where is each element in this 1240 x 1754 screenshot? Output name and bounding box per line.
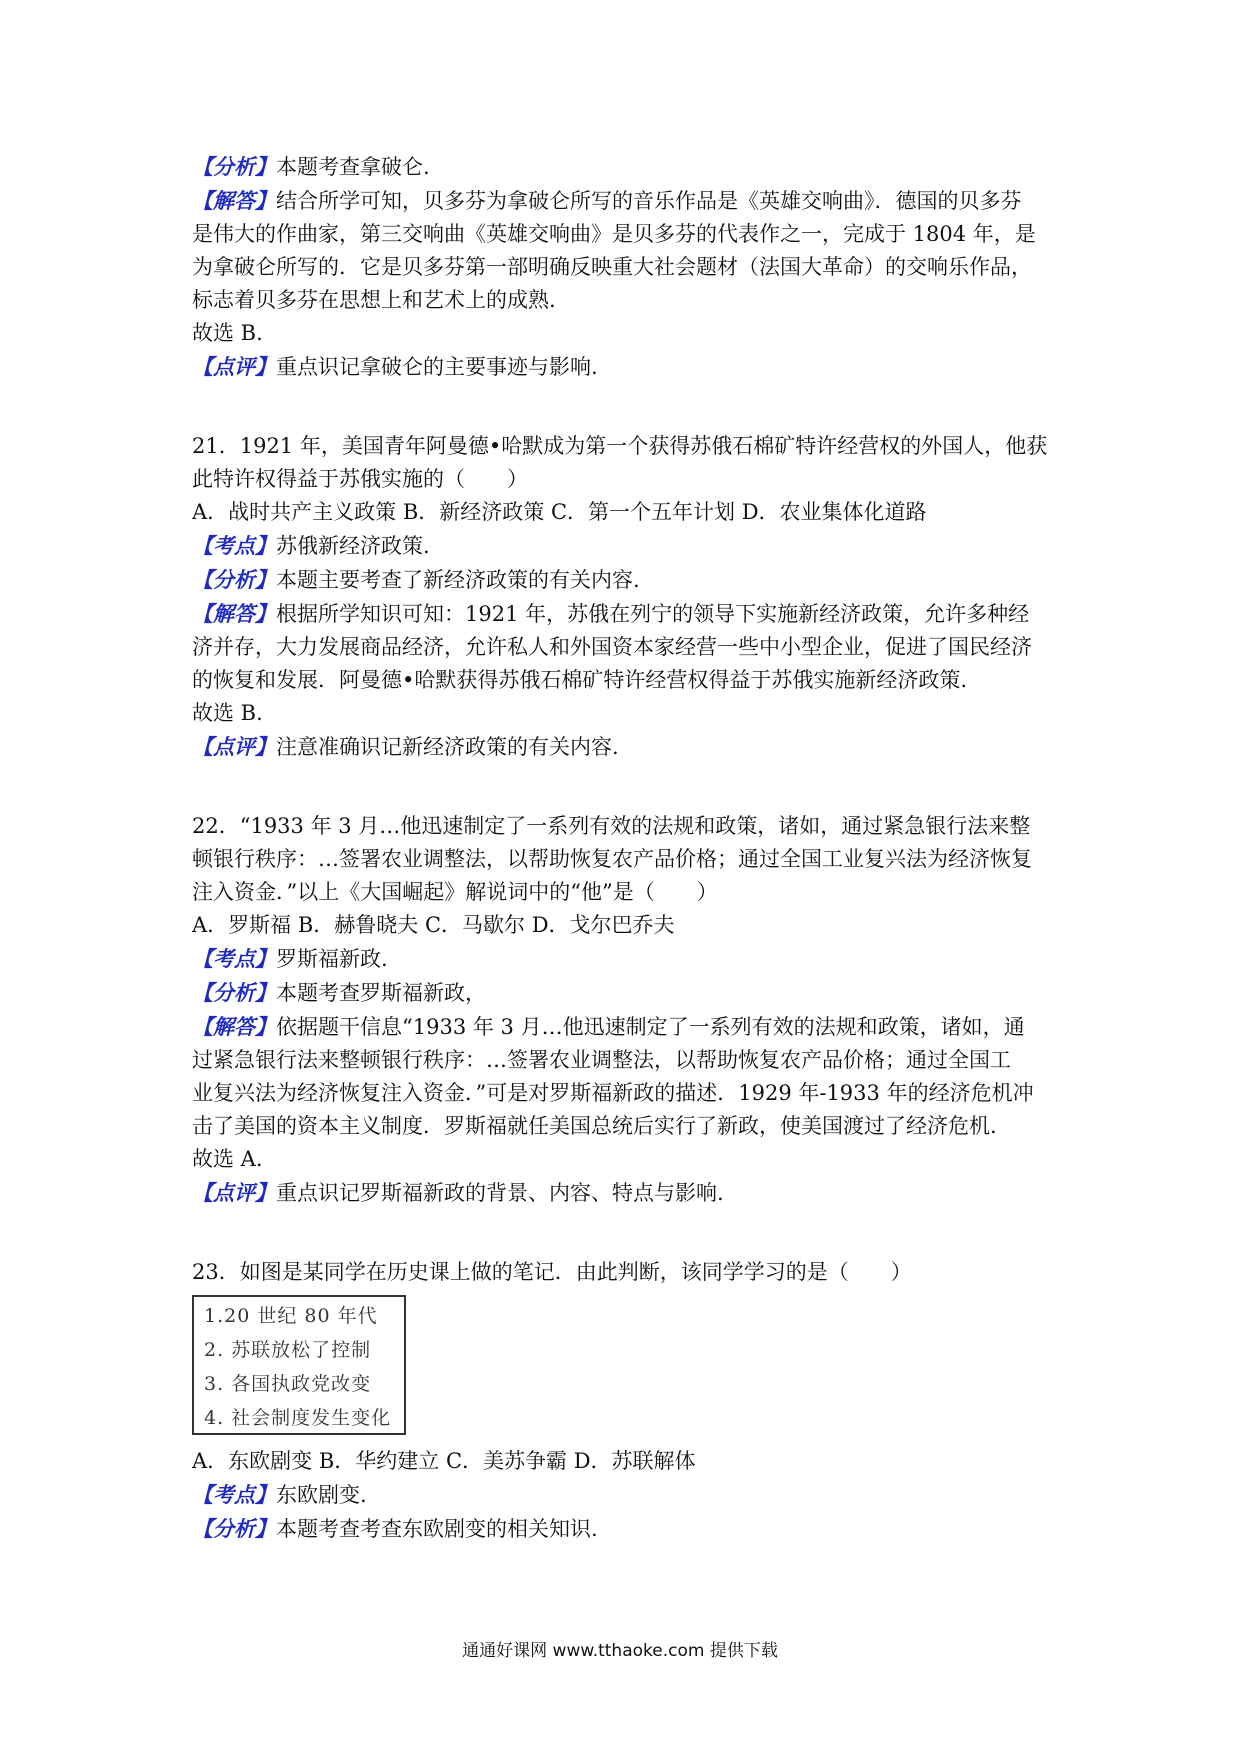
document-body	[192, 150, 1062, 1546]
comment-tag: 【点评】	[192, 354, 276, 379]
q22-stem-line: 注入资金．”以上《大国崛起》解说词中的“他”是（ ）	[192, 880, 718, 904]
note-line: 3. 各国执政党改变	[204, 1373, 372, 1395]
q21-choice: 故选 B.	[192, 701, 263, 725]
q22-answer-line: 击了美国的资本主义制度．罗斯福就任美国总统后实行了新政，使美国渡过了经济危机.	[192, 1114, 997, 1138]
point-tag: 【考点】	[192, 946, 276, 971]
q22-analysis: 【分析】本题考查罗斯福新政，	[192, 980, 486, 1005]
q20-answer-line: 是伟大的作曲家，第三交响曲《英雄交响曲》是贝多芬的代表作之一，完成于 1804 年，是	[192, 222, 1036, 246]
notes-image	[192, 1295, 406, 1435]
q21-options: A．战时共产主义政策 B．新经济政策 C．第一个五年计划 D．农业集体化道路	[192, 500, 927, 524]
q22-stem-line: 顿银行秩序：…签署农业调整法，以帮助恢复农产品价格；通过全国工业复兴法为经济恢复	[192, 847, 1032, 871]
point-tag: 【考点】	[192, 533, 276, 558]
q21-stem-line: 此特许权得益于苏俄实施的（ ）	[192, 467, 528, 491]
q20-answer-line: 标志着贝多芬在思想上和艺术上的成熟.	[192, 288, 556, 312]
q20-analysis: 【分析】本题考查拿破仑.	[192, 154, 430, 179]
q22-comment: 【点评】重点识记罗斯福新政的背景、内容、特点与影响.	[192, 1180, 724, 1205]
page-footer: 通通好课网 www.tthaoke.com 提供下载	[462, 1641, 778, 1661]
answer-tag: 【解答】	[192, 188, 276, 213]
q21-comment: 【点评】注意准确识记新经济政策的有关内容.	[192, 734, 619, 759]
note-line: 1.20 世纪 80 年代	[204, 1305, 378, 1327]
answer-tag: 【解答】	[192, 601, 276, 626]
q22-choice: 故选 A.	[192, 1147, 263, 1171]
q23-stem: 23．如图是某同学在历史课上做的笔记．由此判断，该同学学习的是（ ）	[192, 1260, 912, 1284]
q21-stem-line: 21．1921 年，美国青年阿曼德•哈默成为第一个获得苏俄石棉矿特许经营权的外国人，他获	[192, 434, 1048, 458]
point-tag: 【考点】	[192, 1482, 276, 1507]
analysis-tag: 【分析】	[192, 567, 276, 592]
q21-answer-line: 【解答】根据所学知识可知：1921 年，苏俄在列宁的领导下实施新经济政策，允许多种经	[192, 601, 1030, 626]
q22-answer-line: 业复兴法为经济恢复注入资金．”可是对罗斯福新政的描述．1929 年-1933 年的经济危机冲	[192, 1081, 1034, 1105]
q21-answer-line: 济并存，大力发展商品经济，允许私人和外国资本家经营一些中小型企业，促进了国民经济	[192, 635, 1032, 659]
analysis-tag: 【分析】	[192, 1516, 276, 1541]
q22-answer-line: 【解答】依据题干信息“1933 年 3 月…他迅速制定了一系列有效的法规和政策，诸如，通	[192, 1014, 1025, 1039]
q20-choice: 故选 B.	[192, 321, 263, 345]
answer-tag: 【解答】	[192, 1014, 276, 1039]
q22-stem-line: 22．“1933 年 3 月…他迅速制定了一系列有效的法规和政策，诸如，通过紧急银行法来整	[192, 814, 1031, 838]
q22-options: A．罗斯福 B．赫鲁晓夫 C．马歇尔 D．戈尔巴乔夫	[192, 913, 675, 937]
q23-analysis: 【分析】本题考查考查东欧剧变的相关知识.	[192, 1516, 598, 1541]
comment-tag: 【点评】	[192, 1180, 276, 1205]
q20-answer-line: 【解答】结合所学可知，贝多芬为拿破仑所写的音乐作品是《英雄交响曲》．德国的贝多芬	[192, 188, 1022, 213]
q22-answer-line: 过紧急银行法来整顿银行秩序：…签署农业调整法，以帮助恢复农产品价格；通过全国工	[192, 1048, 1011, 1072]
q20-answer-line: 为拿破仑所写的．它是贝多芬第一部明确反映重大社会题材（法国大革命）的交响乐作品，	[192, 255, 1032, 279]
note-line: 2. 苏联放松了控制	[204, 1339, 372, 1361]
analysis-tag: 【分析】	[192, 980, 276, 1005]
q23-point: 【考点】东欧剧变.	[192, 1482, 367, 1507]
analysis-tag: 【分析】	[192, 154, 276, 179]
q21-point: 【考点】苏俄新经济政策.	[192, 533, 430, 558]
q23-options: A．东欧剧变 B．华约建立 C．美苏争霸 D．苏联解体	[192, 1449, 696, 1473]
q20-comment: 【点评】重点识记拿破仑的主要事迹与影响.	[192, 354, 598, 379]
note-line: 4. 社会制度发生变化	[204, 1407, 392, 1429]
q21-answer-line: 的恢复和发展．阿曼德•哈默获得苏俄石棉矿特许经营权得益于苏俄实施新经济政策.	[192, 668, 968, 692]
comment-tag: 【点评】	[192, 734, 276, 759]
q22-point: 【考点】罗斯福新政.	[192, 946, 388, 971]
q21-analysis: 【分析】本题主要考查了新经济政策的有关内容.	[192, 567, 640, 592]
